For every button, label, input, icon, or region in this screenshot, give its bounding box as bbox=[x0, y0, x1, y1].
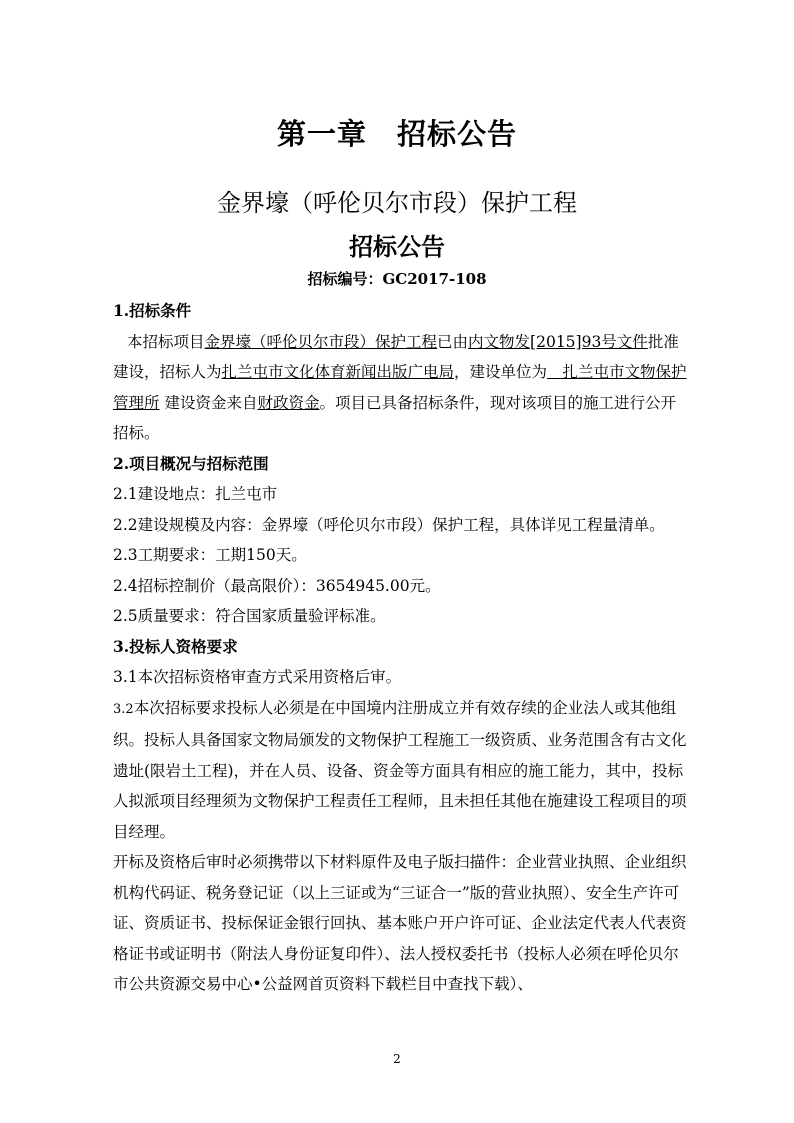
text-segment: 已由 bbox=[437, 332, 469, 351]
section-2-item: 2.1建设地点：扎兰屯市 bbox=[113, 485, 278, 503]
bid-number: 招标编号：GC2017-108 bbox=[307, 270, 487, 288]
notice-title: 招标公告 bbox=[349, 232, 445, 261]
item-number: 3.2 bbox=[113, 701, 134, 717]
document-body bbox=[113, 296, 689, 1000]
section-2-item: 2.3工期要求：工期150天。 bbox=[113, 546, 307, 564]
builder-name: 扎兰屯市文物保护管理所 bbox=[113, 363, 687, 412]
text-segment: 批准建设，招标人为 bbox=[113, 332, 679, 381]
text-segment: 本招标项目 bbox=[127, 332, 205, 351]
approval-document: 内文物发[2015]93号文件 bbox=[468, 332, 648, 351]
project-name: 金界壕（呼伦贝尔市段）保护工程 bbox=[204, 332, 438, 351]
project-title: 金界壕（呼伦贝尔市段）保护工程 bbox=[217, 189, 577, 217]
section-2-item: 2.2建设规模及内容：金界壕（呼伦贝尔市段）保护工程，具体详见工程量清单。 bbox=[113, 515, 665, 534]
section-2-item: 2.4招标控制价（最高限价）：3654945.00元。 bbox=[113, 576, 441, 595]
section-3-item: 3.1本次招标资格审查方式采用资格后审。 bbox=[113, 668, 402, 686]
page-number: 2 bbox=[393, 1052, 401, 1066]
section-3-paragraph: 开标及资格后审时必须携带以下材料原件及电子版扫描件：企业营业执照、企业组织机构代码证、税务登记证（以上三证或为“三证合一”版的营业执照）、安全生产许可证、资质证书、投标保证金银行回执、基本账户开户许可证、企业法定代表人代表资格证书或证明书（附法人身份证复印件）、法人授权委托书（投标人必须在呼伦贝尔市公共资源交易中心•公益网首页资料下载栏目中查找下载）、 bbox=[113, 853, 687, 993]
section-3-item bbox=[113, 693, 689, 848]
section-3-heading: 3.投标人资格要求 bbox=[113, 636, 238, 656]
tenderer-name: 扎兰屯市文化体育新闻出版广电局 bbox=[221, 363, 455, 381]
section-2-item: 2.5质量要求：符合国家质量验评标准。 bbox=[113, 607, 386, 625]
section-2-heading: 2.项目概况与招标范围 bbox=[113, 453, 269, 473]
fund-source: 财政资金 bbox=[257, 393, 320, 412]
text-segment: 。项目已具备招标条件，现对该项目的施工进行公开招标。 bbox=[113, 393, 676, 442]
chapter-title: 第一章 招标公告 bbox=[276, 117, 517, 151]
item-text: 本次招标要求投标人必须是在中国境内注册成立并有效存续的企业法人或其他组织。投标人具备国家文物局颁发的文物保护工程施工一级资质、业务范围含有古文化遗址(限岩土工程)，并在人员、设备、资金等方面具有相应的施工能力，其中，投标人拟派项目经理须为文物保护工程责任工程师，且未担任其他在施建设工程项目的项目经理。 bbox=[113, 698, 687, 841]
text-segment: ，建设单位为 bbox=[454, 363, 548, 381]
section-1-heading: 1.招标条件 bbox=[113, 301, 192, 320]
section-1-paragraph bbox=[113, 327, 689, 449]
text-segment: 建设资金来自 bbox=[164, 393, 258, 412]
